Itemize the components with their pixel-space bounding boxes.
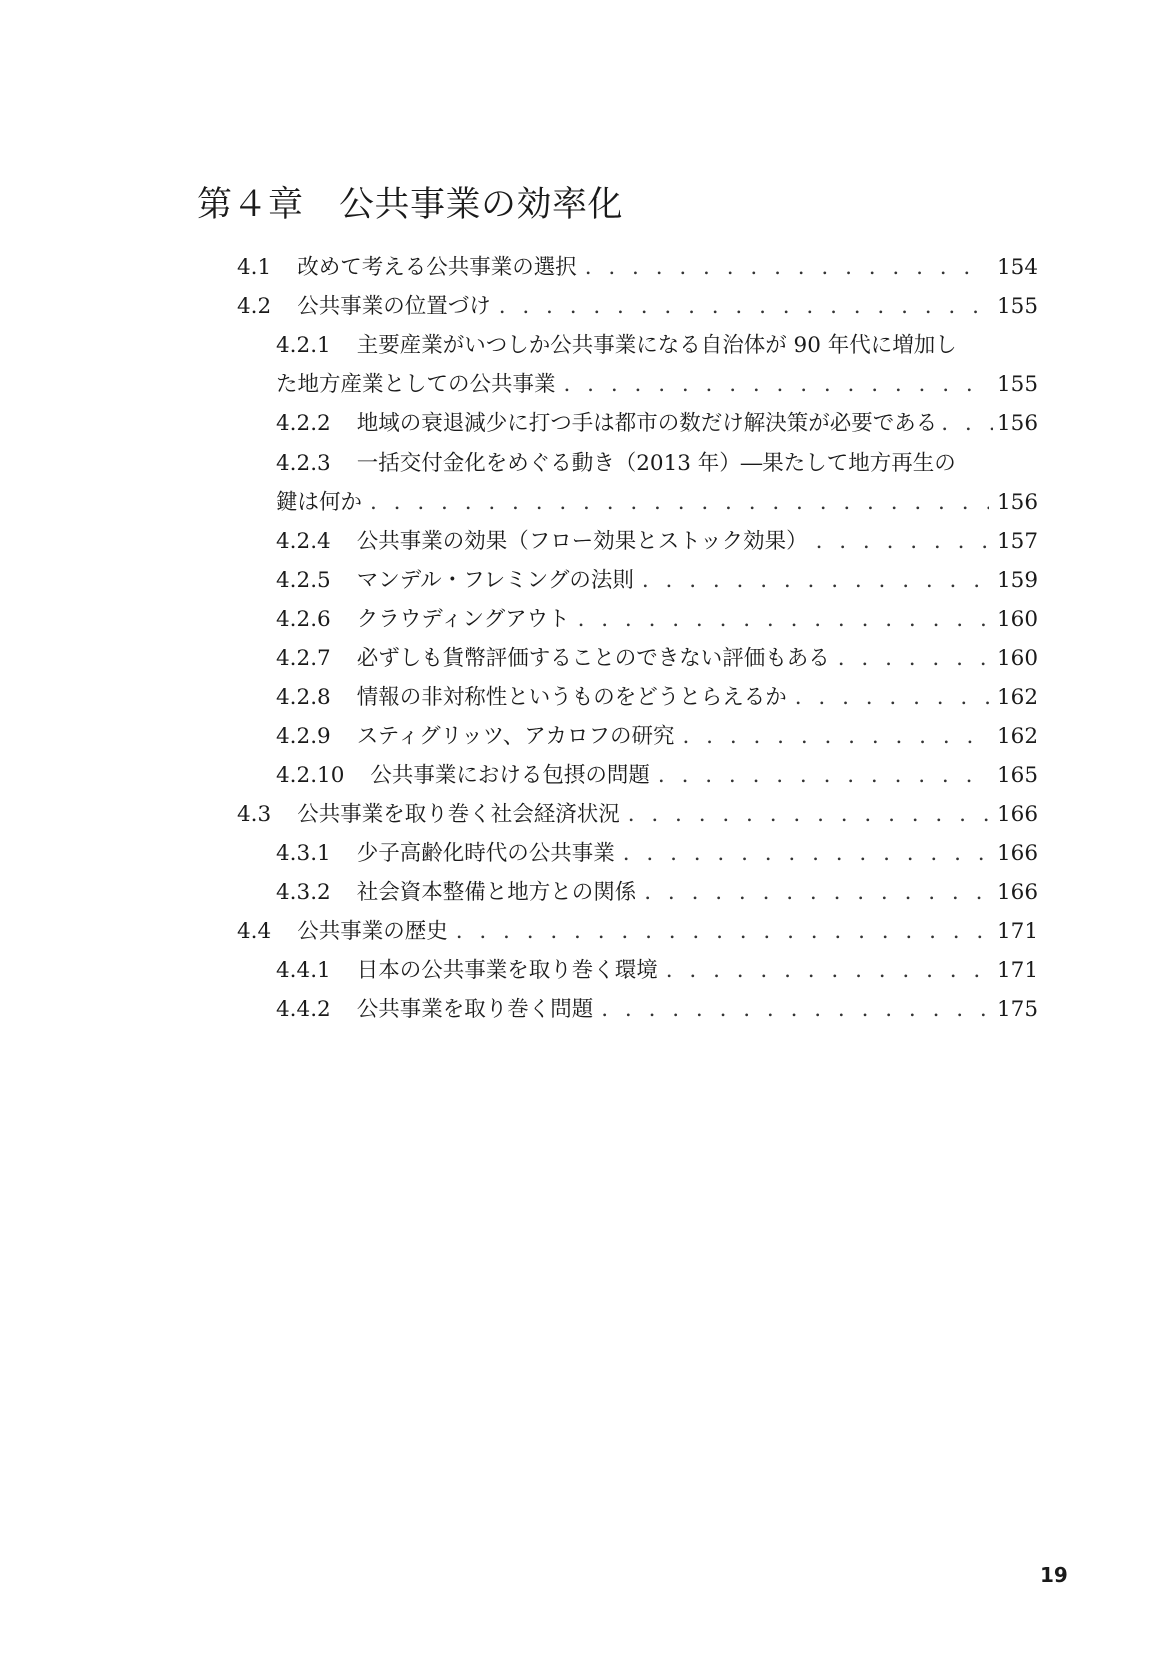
toc-page: 162 (997, 724, 1039, 749)
dot-leader (795, 684, 989, 712)
toc-title: 公共事業の歴史 (297, 919, 448, 944)
dot-leader (564, 371, 989, 399)
dot-leader (666, 957, 989, 985)
dot-leader (838, 645, 989, 673)
dot-leader (644, 879, 989, 907)
toc-page: 156 (997, 490, 1039, 515)
toc-entry[interactable] (276, 875, 1039, 907)
toc-number: 4.4.1 (276, 958, 331, 983)
toc-entry[interactable] (237, 289, 1039, 321)
toc-title: 公共事業を取り巻く社会経済状況 (297, 802, 620, 827)
toc-page: 165 (997, 763, 1039, 788)
page-number: 19 (1040, 1563, 1068, 1587)
toc-number: 4.2.5 (276, 568, 331, 593)
toc-number: 4.2.1 (276, 333, 331, 358)
toc-entry[interactable] (237, 797, 1039, 829)
dot-leader (683, 723, 990, 751)
toc-entry[interactable] (276, 602, 1039, 634)
toc-number: 4.2.9 (276, 724, 331, 749)
toc-number: 4.2.3 (276, 451, 331, 476)
toc-entry[interactable] (276, 563, 1039, 595)
toc-title: 公共事業における包摂の問題 (370, 763, 650, 788)
toc-title: 情報の非対称性というものをどうとらえるか (356, 685, 787, 710)
toc-number: 4.3 (237, 802, 272, 827)
toc-page: 154 (997, 255, 1039, 280)
toc-title: スティグリッツ、アカロフの研究 (356, 724, 675, 749)
toc-title: 必ずしも貨幣評価することのできない評価もある (356, 646, 830, 671)
toc-title: 公共事業の位置づけ (297, 294, 491, 319)
toc-entry[interactable] (276, 524, 1039, 556)
toc-number: 4.4 (237, 919, 272, 944)
chapter-title: 第４章 公共事業の効率化 (197, 185, 624, 225)
dot-leader (816, 528, 989, 556)
toc-title: 鍵は何か (276, 490, 363, 515)
toc-number: 4.1 (237, 255, 272, 280)
toc-entry[interactable] (276, 680, 1039, 712)
toc-page: 159 (997, 568, 1039, 593)
toc-entry[interactable] (237, 914, 1039, 946)
dot-leader (370, 489, 989, 517)
dot-leader (623, 840, 989, 868)
toc-page: 156 (997, 411, 1039, 436)
toc-entry-continuation[interactable] (276, 485, 1039, 517)
toc-title: 主要産業がいつしか公共事業になる自治体が 90 年代に増加し (356, 333, 957, 358)
dot-leader (941, 410, 993, 438)
toc-title: マンデル・フレミングの法則 (356, 568, 634, 593)
toc-entry[interactable] (276, 758, 1039, 790)
toc-page: 166 (997, 802, 1039, 827)
toc-number: 4.2.7 (276, 646, 331, 671)
toc-title: 少子高齢化時代の公共事業 (356, 841, 615, 866)
toc-page: 160 (997, 646, 1039, 671)
toc-page: 171 (997, 958, 1039, 983)
toc-number: 4.2.8 (276, 685, 331, 710)
toc-page: 171 (997, 919, 1039, 944)
toc-number: 4.2.4 (276, 529, 331, 554)
toc-title: 社会資本整備と地方との関係 (356, 880, 637, 905)
toc-title: 地域の衰退減少に打つ手は都市の数だけ解決策が必要である (356, 411, 938, 436)
toc-page: 155 (997, 294, 1039, 319)
dot-leader (658, 762, 989, 790)
dot-leader (578, 606, 989, 634)
toc-number: 4.2 (237, 294, 272, 319)
dot-leader (456, 918, 989, 946)
toc-number: 4.3.2 (276, 880, 331, 905)
toc-title: 公共事業の効果（フロー効果とストック効果） (356, 529, 808, 554)
toc-title: 公共事業を取り巻く問題 (356, 997, 594, 1022)
toc-entry[interactable] (237, 250, 1039, 282)
dot-leader (642, 567, 989, 595)
toc-number: 4.2.10 (276, 763, 345, 788)
toc-entry[interactable] (276, 953, 1039, 985)
toc-page: 157 (997, 529, 1039, 554)
toc-page: 162 (997, 685, 1039, 710)
toc-page: 166 (997, 841, 1039, 866)
toc-page: 160 (997, 607, 1039, 632)
toc-entry[interactable] (276, 992, 1039, 1024)
toc-title: た地方産業としての公共事業 (276, 372, 556, 397)
dot-leader (585, 254, 989, 282)
toc-entry-continuation[interactable] (276, 367, 1039, 399)
toc-number: 4.2.6 (276, 607, 331, 632)
toc-title: クラウディングアウト (356, 607, 570, 632)
toc-entry[interactable] (276, 446, 1035, 478)
toc-entry[interactable] (276, 719, 1039, 751)
toc-title: 改めて考える公共事業の選択 (297, 255, 577, 280)
toc-page: 175 (997, 997, 1039, 1022)
toc-entry[interactable] (276, 641, 1039, 673)
dot-leader (601, 996, 989, 1024)
toc-page: 166 (997, 880, 1039, 905)
dot-leader (628, 801, 989, 829)
toc-entry[interactable] (276, 328, 1035, 360)
toc-entry[interactable] (276, 406, 1039, 438)
toc-title: 一括交付金化をめぐる動き（2013 年）―果たして地方再生の (356, 451, 956, 476)
toc-page: 155 (997, 372, 1039, 397)
toc-entry[interactable] (276, 836, 1039, 868)
toc-number: 4.2.2 (276, 411, 331, 436)
dot-leader (499, 293, 989, 321)
toc-title: 日本の公共事業を取り巻く環境 (356, 958, 658, 983)
toc-number: 4.4.2 (276, 997, 331, 1022)
toc-number: 4.3.1 (276, 841, 331, 866)
